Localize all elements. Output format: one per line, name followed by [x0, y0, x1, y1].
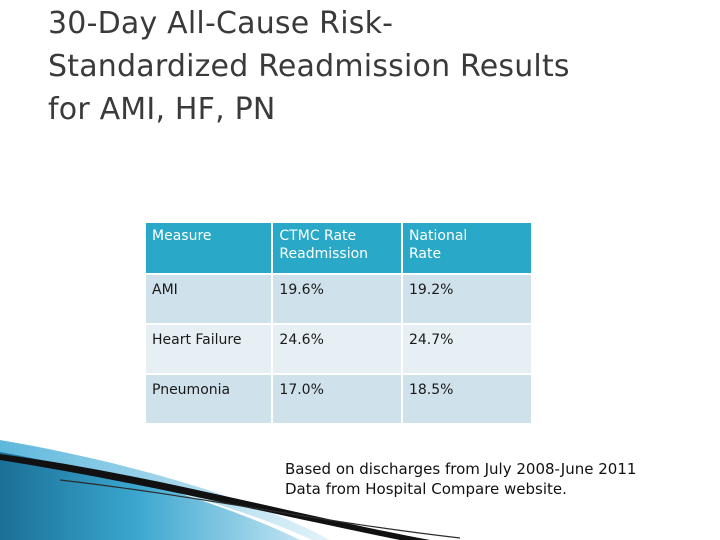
cell-measure: Heart Failure [145, 324, 272, 374]
title-line-3: for AMI, HF, PN [48, 92, 276, 127]
header-measure: Measure [145, 222, 272, 274]
header-national-rate: National Rate [402, 222, 532, 274]
table-row [145, 324, 532, 374]
cell-ctmc-rate: 24.6% [272, 324, 402, 374]
table-row [145, 274, 532, 324]
readmission-results-table [144, 221, 533, 425]
table-row [145, 374, 532, 424]
cell-national-rate: 24.7% [402, 324, 532, 374]
cell-national-rate: 18.5% [402, 374, 532, 424]
cell-national-rate: 19.2% [402, 274, 532, 324]
table-header-row [145, 222, 532, 274]
note-line-2: Data from Hospital Compare website. [285, 480, 567, 498]
header-ctmc-rate: CTMC Rate Readmission [272, 222, 402, 274]
cell-ctmc-rate: 19.6% [272, 274, 402, 324]
title-line-1: 30-Day All-Cause Risk- [48, 6, 394, 41]
cell-measure: AMI [145, 274, 272, 324]
slide-title [48, 2, 708, 131]
note-line-1: Based on discharges from July 2008-June 2011 [285, 460, 637, 478]
cell-ctmc-rate: 17.0% [272, 374, 402, 424]
cell-measure: Pneumonia [145, 374, 272, 424]
decorative-swoosh [0, 430, 460, 540]
title-line-2: Standardized Readmission Results [48, 49, 570, 84]
